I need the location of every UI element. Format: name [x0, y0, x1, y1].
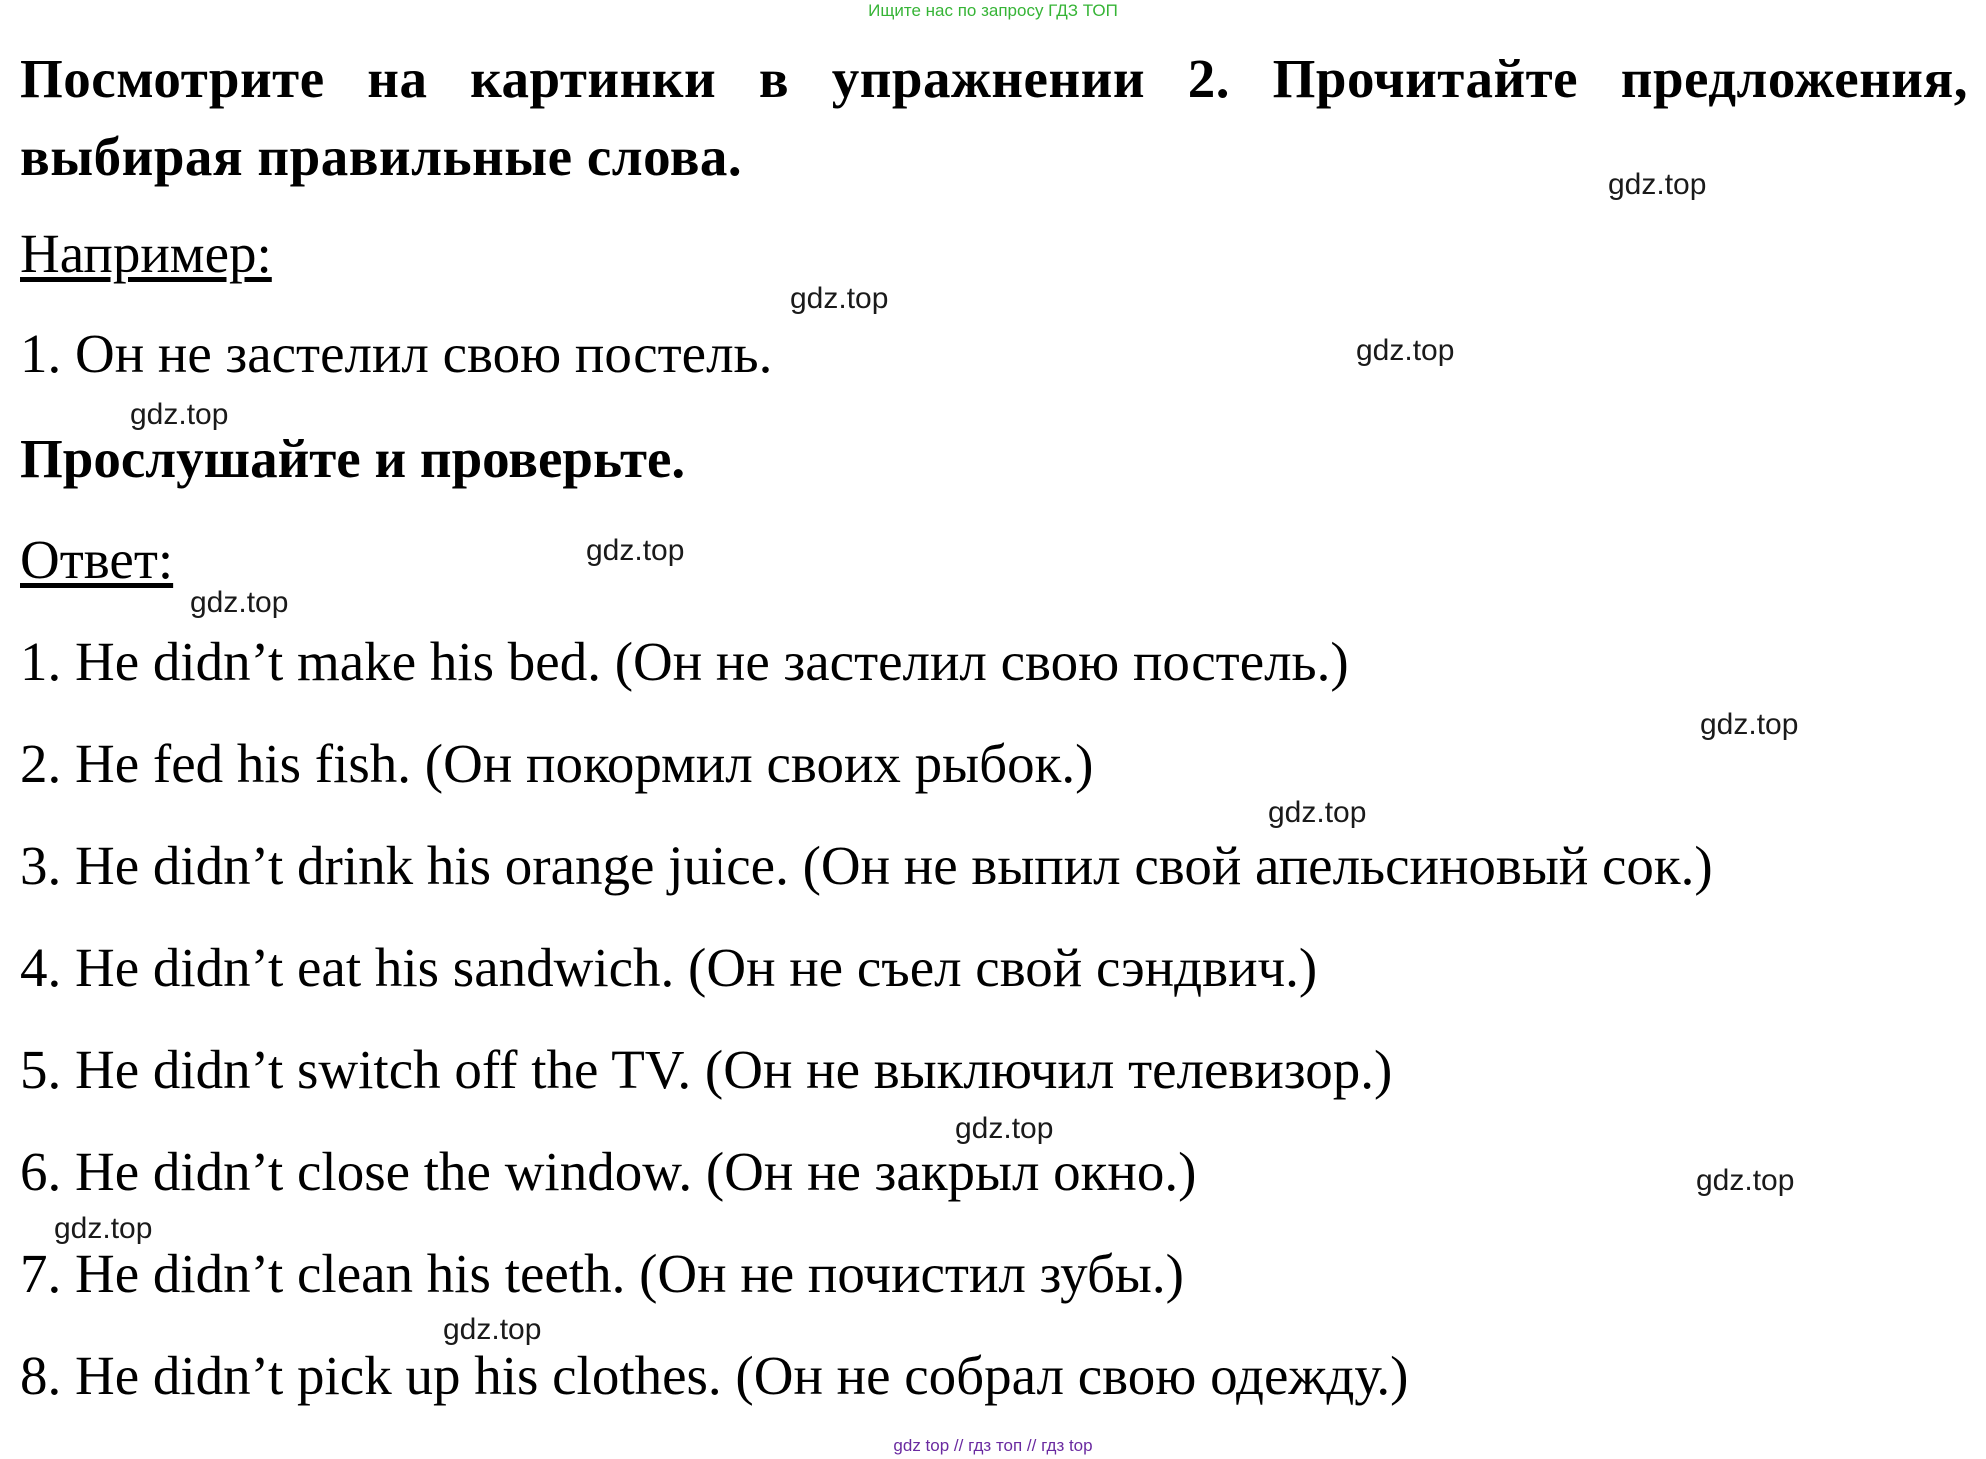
task-instruction: Посмотрите на картинки в упражнении 2. Прочитайте предложения, выбирая правильные слова. — [20, 48, 1968, 187]
watermark: gdz.top — [130, 398, 229, 431]
answer-line-7: 7. He didn’t clean his teeth. (Он не почистил зубы.) — [20, 1243, 1184, 1304]
watermark: gdz.top — [54, 1212, 153, 1245]
example-label: Например: — [20, 223, 272, 284]
watermark: gdz.top — [1696, 1164, 1795, 1197]
watermark: gdz.top — [190, 586, 289, 619]
answer-line-5: 5. He didn’t switch off the TV. (Он не выключил телевизор.) — [20, 1039, 1393, 1100]
answer-line-3: 3. He didn’t drink his orange juice. (Он не выпил свой апельсиновый сок.) — [20, 835, 1713, 896]
watermark: gdz.top — [1608, 168, 1707, 201]
top-search-link[interactable]: Ищите нас по запросу ГДЗ ТОП — [868, 1, 1118, 20]
watermark: gdz.top — [955, 1112, 1054, 1145]
watermark: gdz.top — [1356, 334, 1455, 367]
watermark: gdz.top — [790, 282, 889, 315]
watermark: gdz.top — [1700, 708, 1799, 741]
answer-label: Ответ: — [20, 529, 174, 590]
answer-line-1: 1. He didn’t make his bed. (Он не застелил свою постель.) — [20, 631, 1349, 692]
watermark: gdz.top — [586, 534, 685, 567]
watermark: gdz.top — [443, 1313, 542, 1346]
answer-line-6: 6. He didn’t close the window. (Он не закрыл окно.) — [20, 1141, 1197, 1202]
footer-links[interactable]: gdz top // гдз топ // гдз top — [893, 1436, 1093, 1455]
answer-line-4: 4. He didn’t eat his sandwich. (Он не съел свой сэндвич.) — [20, 937, 1318, 998]
answer-line-2: 2. He fed his fish. (Он покормил своих рыбок.) — [20, 733, 1094, 794]
example-line: 1. Он не застелил свою постель. — [20, 323, 773, 384]
answer-line-8: 8. He didn’t pick up his clothes. (Он не собрал свою одежду.) — [20, 1345, 1409, 1406]
listen-heading: Прослушайте и проверьте. — [20, 428, 686, 489]
watermark: gdz.top — [1268, 796, 1367, 829]
